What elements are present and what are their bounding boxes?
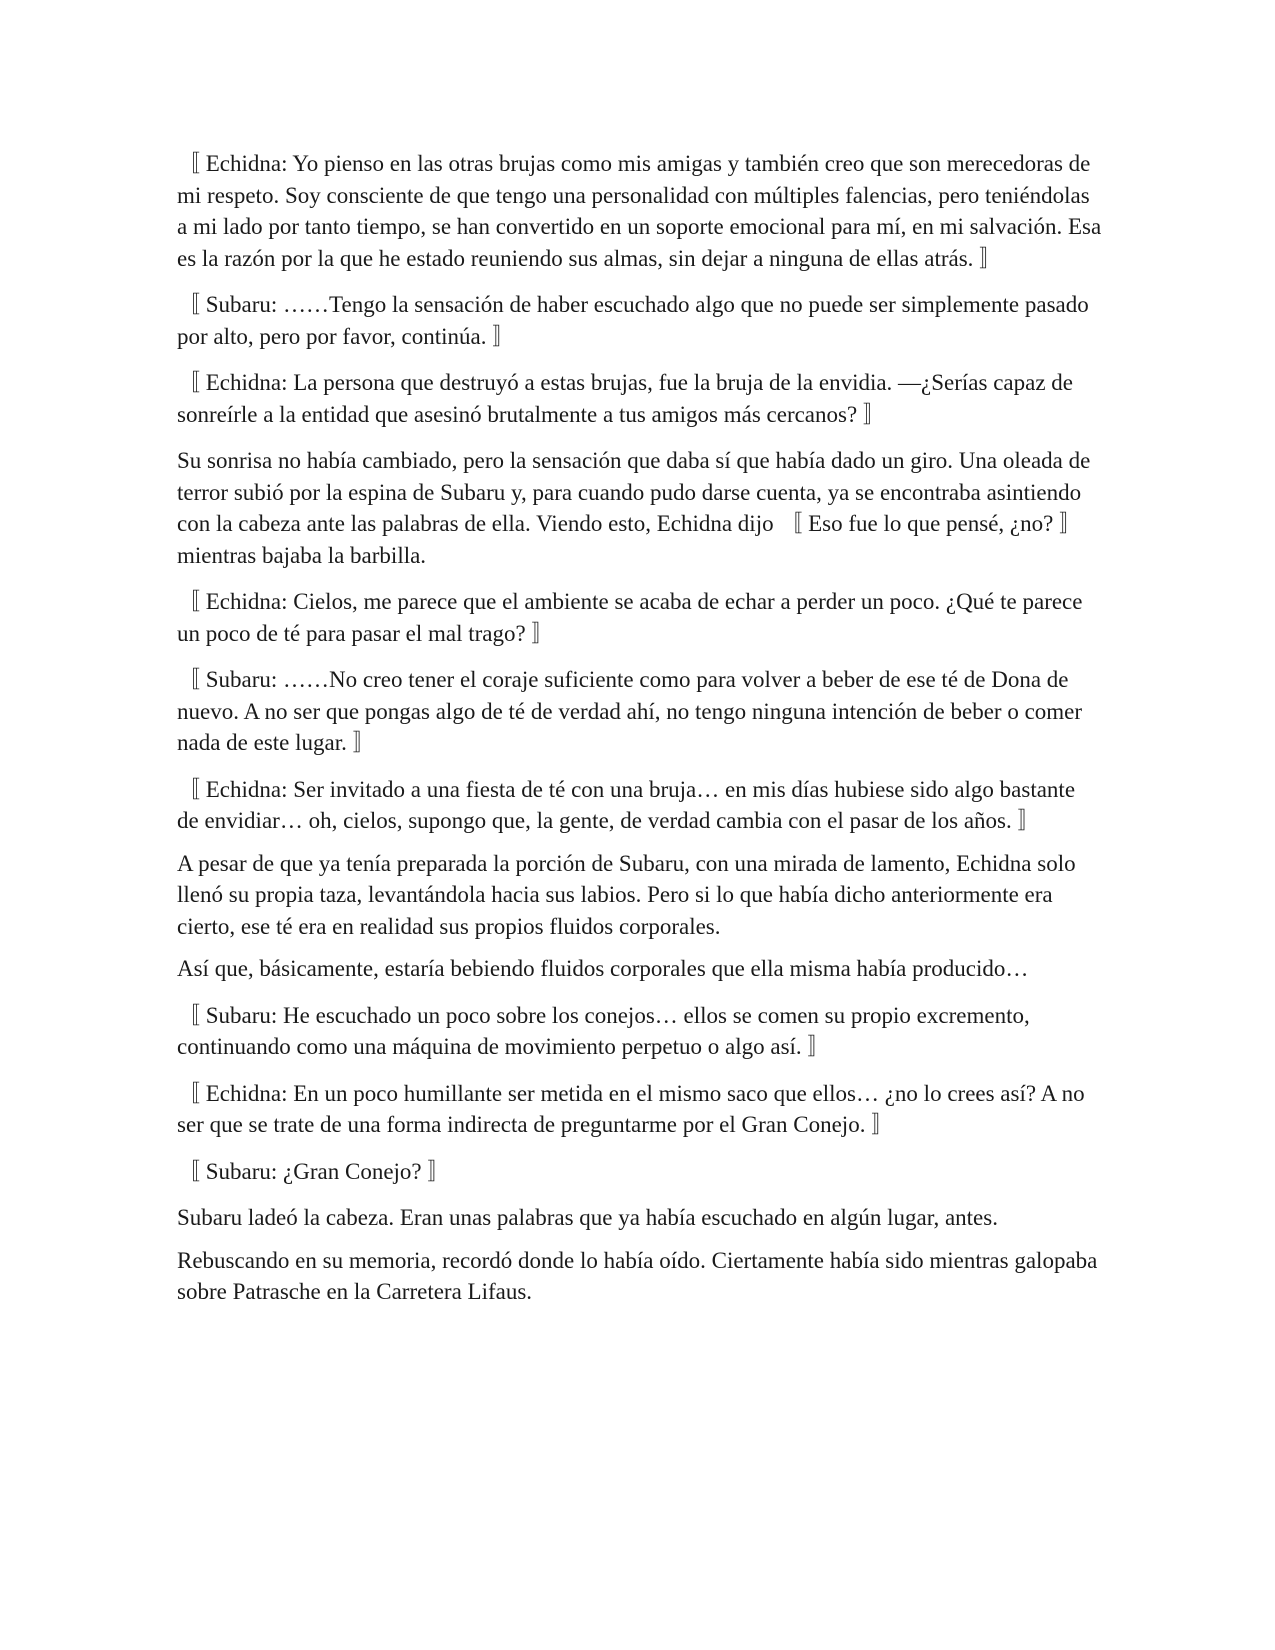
paragraph: Rebuscando en su memoria, recordó donde lo había oído. Ciertamente había sido mientras galopaba sobre Patrasche en la Carretera Lifaus. [177, 1247, 1098, 1304]
paragraph: 〚 Subaru: He escuchado un poco sobre los conejos… ellos se comen su propio excremento, continuando como una máquina de movimiento perpetuo o algo así. 〛 [177, 1002, 1030, 1059]
paragraph: Su sonrisa no había cambiado, pero la sensación que daba sí que había dado un giro. Una oleada de terror subió por la espina de Subaru y, para cuando pudo darse cuenta, ya se encontraba asintiendo con la cabeza ante las palabras de ella. Viendo esto, Echidna dijo 〚 Eso fue lo que pensé, ¿no? 〛 mientras bajaba la barbilla. [177, 448, 1091, 568]
paragraph: Subaru ladeó la cabeza. Eran unas palabras que ya había escuchado en algún lugar, antes. [177, 1205, 998, 1230]
paragraph: 〚 Echidna: En un poco humillante ser metida en el mismo saco que ellos… ¿no lo crees así? A no ser que se trate de una forma indirecta de preguntarme por el Gran Conejo. 〛 [177, 1080, 1085, 1137]
paragraph: Así que, básicamente, estaría bebiendo fluidos corporales que ella misma había producido… [177, 956, 1029, 981]
paragraph: 〚 Echidna: Ser invitado a una fiesta de té con una bruja… en mis días hubiese sido algo bastante de envidiar… oh, cielos, supongo que, la gente, de verdad cambia con el pasar de los años. 〛 [177, 776, 1076, 833]
paragraph: 〚 Echidna: Yo pienso en las otras brujas como mis amigas y también creo que son merecedoras de mi respeto. Soy consciente de que tengo una personalidad con múltiples falencias, pero teniéndolas a mi lado por tanto tiempo, se han convertido en un soporte emocional para mí, en mi salvación. Esa es la razón por la que he estado reuniendo sus almas, sin dejar a ninguna de ellas atrás. 〛 [177, 151, 1102, 271]
document-body [177, 148, 1102, 1323]
paragraph: 〚 Subaru: ……Tengo la sensación de haber escuchado algo que no puede ser simplemente pasado por alto, pero por favor, continúa. 〛 [177, 292, 1089, 349]
paragraph: 〚 Echidna: La persona que destruyó a estas brujas, fue la bruja de la envidia. —¿Serías capaz de sonreírle a la entidad que asesinó brutalmente a tus amigos más cercanos? 〛 [177, 370, 1074, 427]
paragraph: 〚 Subaru: ……No creo tener el coraje suficiente como para volver a beber de ese té de Dona de nuevo. A no ser que pongas algo de té de verdad ahí, no tengo ninguna intención de beber o comer nada de este lugar. 〛 [177, 667, 1083, 755]
paragraph: A pesar de que ya tenía preparada la porción de Subaru, con una mirada de lamento, Echidna solo llenó su propia taza, levantándola hacia sus labios. Pero si lo que había dicho anteriormente era cierto, ese té era en realidad sus propios fluidos corporales. [177, 850, 1076, 939]
paragraph: 〚 Echidna: Cielos, me parece que el ambiente se acaba de echar a perder un poco. ¿Qué te parece un poco de té para pasar el mal trago? 〛 [177, 589, 1083, 646]
paragraph: 〚 Subaru: ¿Gran Conejo? 〛 [177, 1158, 451, 1184]
